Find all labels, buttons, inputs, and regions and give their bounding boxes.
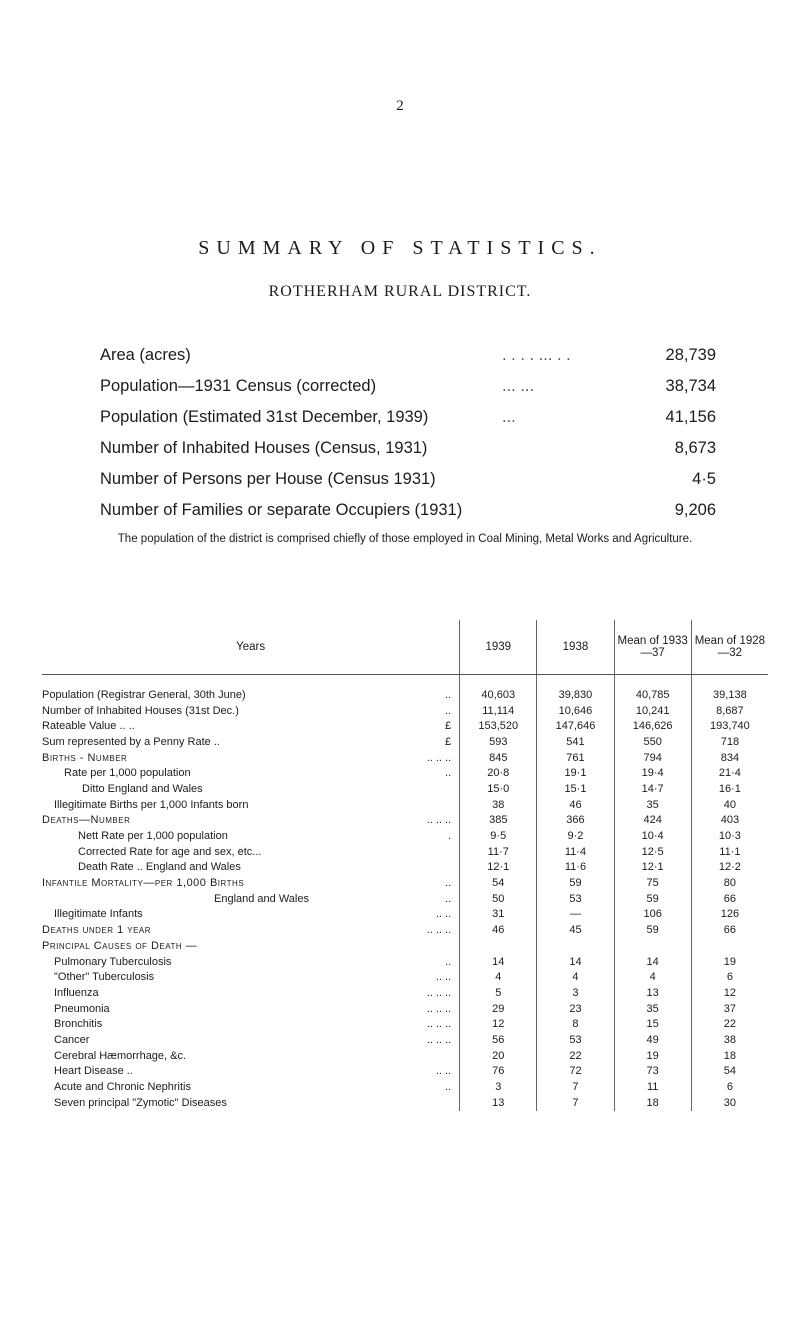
row-label: Deaths—Number [42,814,131,827]
statistics-table [42,620,768,1111]
value-cell: 366 [537,813,614,829]
summary-label: Population—1931 Census (corrected) [100,377,377,395]
row-label-cell [42,703,460,719]
table-row [42,765,768,781]
value-cell: 19·4 [614,765,691,781]
row-label-cell [42,1048,460,1064]
row-leader-dots: .. .. .. [426,814,452,827]
value-cell: 10,646 [537,703,614,719]
table-row [42,1048,768,1064]
table-row [42,1095,768,1111]
value-cell: 19 [691,954,768,970]
row-leader-dots: .. [445,892,452,905]
value-cell: 147,646 [537,718,614,734]
value-cell: 12 [460,1016,537,1032]
row-label: Sum represented by a Penny Rate .. [42,735,220,748]
summary-value: 8,673 [674,439,716,457]
value-cell: 19 [614,1048,691,1064]
summary-row [100,371,716,402]
table-row [42,750,768,766]
value-cell: 11·6 [537,860,614,876]
table-row [42,1001,768,1017]
row-leader-dots: .. .. .. [426,1033,452,1046]
value-cell: 424 [614,813,691,829]
row-leader-dots: £ [445,735,452,748]
value-cell: 9·5 [460,828,537,844]
value-cell: 46 [537,797,614,813]
value-cell: 5 [460,985,537,1001]
summary-row [100,495,716,526]
value-cell: 10·4 [614,828,691,844]
value-cell: 385 [460,813,537,829]
value-cell: 16·1 [691,781,768,797]
value-cell: 126 [691,907,768,923]
value-cell: 794 [614,750,691,766]
row-leader-dots: .. .. .. [426,1018,452,1031]
row-label-cell [42,813,460,829]
row-label-cell [42,954,460,970]
value-cell: 22 [537,1048,614,1064]
row-label-cell [42,844,460,860]
population-note: The population of the district is comprised chiefly of those employed in Coal Mining, Metal Works and Agriculture. [117,533,693,545]
value-cell: 73 [614,1064,691,1080]
value-cell: 53 [537,1032,614,1048]
row-leader-dots [407,783,459,795]
value-cell: 10,241 [614,703,691,719]
value-cell: 4 [460,969,537,985]
table-row [42,813,768,829]
summary-row [100,464,716,495]
row-label-cell [42,750,460,766]
value-cell: 11·4 [537,844,614,860]
row-label: Seven principal "Zymotic" Diseases [54,1096,227,1109]
row-leader-dots: .. .. .. [426,1002,452,1015]
row-leader-dots: .. .. [435,971,452,984]
row-leader-dots: £ [445,720,452,733]
table-row [42,675,768,703]
summary-label: Area (acres) [100,346,191,364]
table-row [42,718,768,734]
value-cell: 80 [691,875,768,891]
row-label-cell [42,1016,460,1032]
row-label: Infantile Mortality—per 1,000 Births [42,877,245,890]
value-cell: 593 [460,734,537,750]
value-cell: 845 [460,750,537,766]
row-label: Deaths under 1 year [42,924,152,937]
row-label-cell [42,1079,460,1095]
row-label-cell [42,675,460,703]
summary-value: 9,206 [674,501,716,519]
value-cell: 50 [460,891,537,907]
value-cell [691,938,768,954]
value-cell: 12 [691,985,768,1001]
value-cell: 6 [691,969,768,985]
row-label: Cerebral Hæmorrhage, &c. [54,1049,187,1062]
row-label: Rate per 1,000 population [64,767,191,780]
value-cell: 12·5 [614,844,691,860]
row-label-cell [42,938,460,954]
row-label-cell [42,734,460,750]
value-cell: 59 [537,875,614,891]
value-cell: 12·1 [614,860,691,876]
row-label-cell [42,860,460,876]
row-label-cell [42,718,460,734]
value-cell: 14·7 [614,781,691,797]
row-label: "Other" Tuberculosis [54,971,155,984]
value-cell: 20·8 [460,765,537,781]
value-cell: 14 [537,954,614,970]
row-label: Heart Disease .. [54,1065,133,1078]
value-cell: 19·1 [537,765,614,781]
value-cell: 7 [537,1095,614,1111]
row-label-cell [42,781,460,797]
summary-row [100,402,716,433]
summary-value: 4·5 [692,470,716,488]
table-row [42,954,768,970]
row-label: Births - Number [42,751,128,764]
row-label: Number of Inhabited Houses (31st Dec.) [42,704,239,717]
value-cell: 39,138 [691,675,768,703]
row-label-cell [42,1001,460,1017]
value-cell [537,938,614,954]
value-cell: 39,830 [537,675,614,703]
row-label: Acute and Chronic Nephritis [54,1081,191,1094]
value-cell: 37 [691,1001,768,1017]
row-label: Pneumonia [54,1002,110,1015]
value-cell: 11·7 [460,844,537,860]
row-leader-dots: .. [445,955,452,968]
row-leader-dots [407,940,459,952]
value-cell: 46 [460,922,537,938]
row-leader-dots: .. .. [435,1065,452,1078]
value-cell: 29 [460,1001,537,1017]
value-cell: 146,626 [614,718,691,734]
row-leader-dots [407,1097,459,1109]
summary-row [100,433,716,464]
table-row [42,860,768,876]
header-mean-1928-32: Mean of 1928—32 [691,620,768,675]
header-mean-1933-37: Mean of 1933—37 [614,620,691,675]
row-label-cell [42,765,460,781]
value-cell: 59 [614,891,691,907]
district-title: ROTHERHAM RURAL DISTRICT. [268,283,532,300]
table-row [42,828,768,844]
summary-leader-dots: . . . . ... . . [502,346,571,364]
summary-leader-dots: ... [502,408,516,426]
value-cell: 38 [691,1032,768,1048]
row-label-cell [42,985,460,1001]
value-cell: 550 [614,734,691,750]
row-leader-dots: . [448,830,452,843]
table-row [42,922,768,938]
value-cell: 718 [691,734,768,750]
table-row [42,703,768,719]
row-leader-dots [407,1050,459,1062]
row-label-cell [42,797,460,813]
value-cell: 14 [460,954,537,970]
row-leader-dots: .. [445,767,452,780]
row-label: Illegitimate Infants [54,908,143,921]
row-label: Illegitimate Births per 1,000 Infants born [54,798,249,811]
row-label: Nett Rate per 1,000 population [78,830,228,843]
row-leader-dots [407,846,459,858]
row-label-cell [42,922,460,938]
value-cell: 8 [537,1016,614,1032]
value-cell: 12·2 [691,860,768,876]
value-cell: 23 [537,1001,614,1017]
value-cell: 45 [537,922,614,938]
row-leader-dots: .. .. .. [426,751,452,764]
table-row [42,891,768,907]
value-cell: 106 [614,907,691,923]
table-row [42,969,768,985]
value-cell: 35 [614,797,691,813]
value-cell: 13 [614,985,691,1001]
value-cell: 11 [614,1079,691,1095]
value-cell: 49 [614,1032,691,1048]
value-cell: 72 [537,1064,614,1080]
table-row [42,875,768,891]
table-header-row [42,620,768,675]
value-cell: 15 [614,1016,691,1032]
table-row [42,734,768,750]
value-cell: 54 [460,875,537,891]
table-row [42,1079,768,1095]
value-cell: 53 [537,891,614,907]
value-cell: 3 [460,1079,537,1095]
value-cell: — [537,907,614,923]
value-cell: 66 [691,922,768,938]
row-label: Influenza [54,986,99,999]
value-cell: 11,114 [460,703,537,719]
value-cell: 11·1 [691,844,768,860]
value-cell: 8,687 [691,703,768,719]
value-cell: 76 [460,1064,537,1080]
row-label: Rateable Value .. .. [42,720,135,733]
value-cell: 541 [537,734,614,750]
value-cell: 403 [691,813,768,829]
table-row [42,1016,768,1032]
row-leader-dots: .. .. .. [426,924,452,937]
row-label-cell [42,828,460,844]
row-label: Bronchitis [54,1018,103,1031]
value-cell: 834 [691,750,768,766]
table-row [42,938,768,954]
summary-leader-dots: ... ... [502,377,535,395]
row-leader-dots [407,799,459,811]
value-cell: 66 [691,891,768,907]
summary-value: 38,734 [665,377,716,395]
summary-list [100,340,716,526]
summary-label: Number of Inhabited Houses (Census, 1931) [100,439,428,457]
value-cell: 31 [460,907,537,923]
value-cell: 10·3 [691,828,768,844]
value-cell: 153,520 [460,718,537,734]
row-label: Population (Registrar General, 30th June) [42,688,246,701]
header-1938: 1938 [537,620,614,675]
value-cell: 56 [460,1032,537,1048]
row-label: England and Wales [214,892,309,905]
value-cell: 4 [537,969,614,985]
value-cell: 13 [460,1095,537,1111]
header-years: Years [42,620,460,675]
row-leader-dots: .. [445,688,452,701]
summary-label: Population (Estimated 31st December, 1939) [100,408,429,426]
row-label-cell [42,907,460,923]
row-label-cell [42,1032,460,1048]
row-label-cell [42,969,460,985]
value-cell: 4 [614,969,691,985]
page-title: SUMMARY OF STATISTICS. [198,237,602,259]
table-row [42,985,768,1001]
row-leader-dots: .. [445,1081,452,1094]
value-cell: 18 [614,1095,691,1111]
value-cell: 54 [691,1064,768,1080]
value-cell: 15·0 [460,781,537,797]
summary-value: 41,156 [665,408,716,426]
row-label-cell [42,1064,460,1080]
value-cell: 21·4 [691,765,768,781]
value-cell: 9·2 [537,828,614,844]
value-cell: 14 [614,954,691,970]
value-cell [614,938,691,954]
row-leader-dots: .. [445,704,452,717]
table-row [42,1064,768,1080]
row-label-cell [42,891,460,907]
value-cell: 40,603 [460,675,537,703]
value-cell: 75 [614,875,691,891]
row-leader-dots [407,861,459,873]
header-1939: 1939 [460,620,537,675]
row-label: Cancer [54,1033,90,1046]
page-number: 2 [396,98,404,114]
row-leader-dots: .. .. .. [426,986,452,999]
row-label: Death Rate .. England and Wales [78,861,241,874]
row-leader-dots: .. .. [435,908,452,921]
value-cell: 193,740 [691,718,768,734]
value-cell: 12·1 [460,860,537,876]
value-cell: 35 [614,1001,691,1017]
table-row [42,781,768,797]
summary-value: 28,739 [665,346,716,364]
value-cell: 30 [691,1095,768,1111]
row-label: Ditto England and Wales [82,782,203,795]
summary-label: Number of Persons per House (Census 1931) [100,470,436,488]
value-cell: 6 [691,1079,768,1095]
table-row [42,797,768,813]
value-cell [460,938,537,954]
value-cell: 18 [691,1048,768,1064]
table-row [42,907,768,923]
table-row [42,844,768,860]
value-cell: 38 [460,797,537,813]
summary-row [100,340,716,371]
value-cell: 20 [460,1048,537,1064]
row-label: Pulmonary Tuberculosis [54,955,172,968]
row-label: Principal Causes of Death — [42,939,198,952]
row-label: Corrected Rate for age and sex, etc... [78,845,262,858]
summary-label: Number of Families or separate Occupiers (1931) [100,501,463,519]
value-cell: 15·1 [537,781,614,797]
value-cell: 761 [537,750,614,766]
row-label-cell [42,1095,460,1111]
value-cell: 40 [691,797,768,813]
row-leader-dots: .. [445,877,452,890]
value-cell: 3 [537,985,614,1001]
value-cell: 40,785 [614,675,691,703]
value-cell: 59 [614,922,691,938]
value-cell: 22 [691,1016,768,1032]
row-label-cell [42,875,460,891]
table-row [42,1032,768,1048]
value-cell: 7 [537,1079,614,1095]
